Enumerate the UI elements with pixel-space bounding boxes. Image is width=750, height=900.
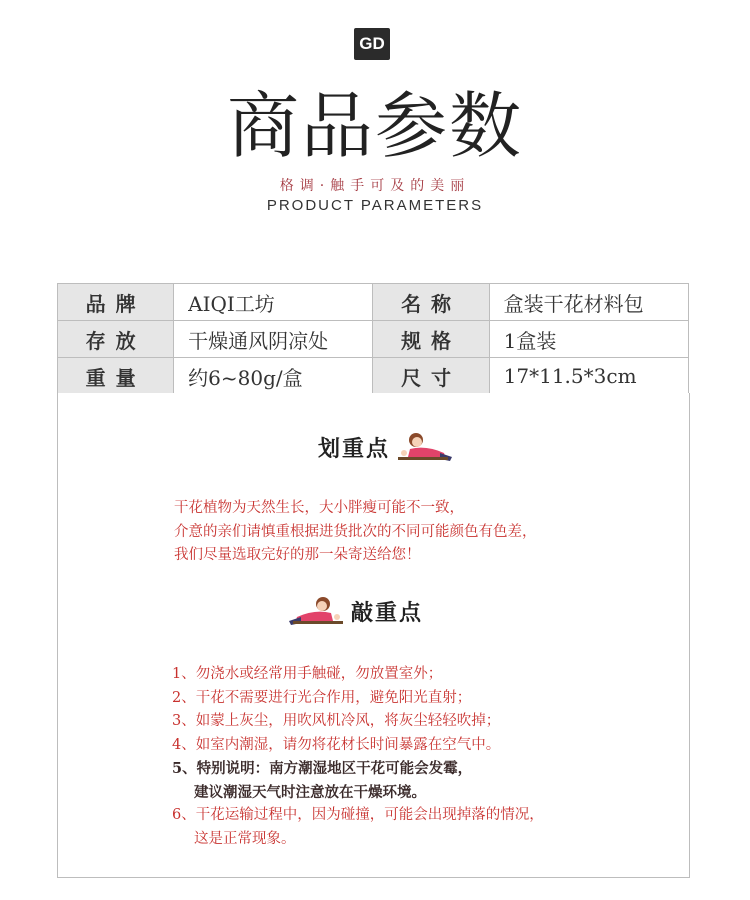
table-row xyxy=(58,358,689,395)
paragraph-line: 我们尽量选取完好的那一朵寄送给您！ xyxy=(174,547,421,563)
list-item: 6、干花运输过程中，因为碰撞，可能会出现掉落的情况， 这是正常现象。 xyxy=(172,807,544,847)
param-value-name: 盒装干花材料包 xyxy=(489,284,688,321)
section-heading-text: 划重点 xyxy=(318,436,391,462)
section-heading-text: 敲重点 xyxy=(351,600,424,626)
list-item-special: 5、特别说明：南方潮湿地区干花可能会发霉， 建议潮湿天气时注意放在干燥环境。 xyxy=(172,760,473,801)
param-key-spec: 规格 xyxy=(373,321,489,358)
param-value-weight: 约6~80g/盒 xyxy=(174,358,373,395)
list-item: 4、如室内潮湿，请勿将花材长时间暴露在空气中。 xyxy=(172,736,501,753)
table-row xyxy=(58,284,689,321)
param-key-size: 尺寸 xyxy=(373,358,489,395)
param-value-brand: AIQI工坊 xyxy=(174,284,373,321)
brand-logo: GD xyxy=(354,28,390,60)
paragraph-line: 介意的亲们请慎重根据进货批次的不同可能颜色有色差， xyxy=(174,523,537,540)
lying-girl-icon xyxy=(396,429,454,465)
param-key-storage: 存放 xyxy=(58,321,174,358)
param-value-size: 17*11.5*3cm xyxy=(489,358,688,395)
notes-box xyxy=(57,393,690,878)
param-value-storage: 干燥通风阴凉处 xyxy=(174,321,373,358)
section-heading-notice xyxy=(287,593,423,629)
lying-girl-icon xyxy=(287,593,345,629)
list-item: 1、勿浇水或经常用手触碰，勿放置室外； xyxy=(172,666,443,682)
param-value-spec: 1盒装 xyxy=(489,321,688,358)
param-key-name: 名称 xyxy=(373,284,489,321)
notice-list xyxy=(172,663,544,851)
parameters-table xyxy=(57,283,689,395)
subtitle-english: PRODUCT PARAMETERS xyxy=(266,197,484,214)
paragraph-line: 干花植物为天然生长，大小胖瘦可能不一致， xyxy=(174,500,464,516)
param-key-brand: 品牌 xyxy=(58,284,174,321)
highlight-paragraph xyxy=(174,497,537,568)
page-title: 商品参数 xyxy=(226,84,523,168)
section-heading-highlight xyxy=(318,429,454,465)
param-key-weight: 重量 xyxy=(58,358,174,395)
table-row xyxy=(58,321,689,358)
list-item: 3、如蒙上灰尘，用吹风机冷风，将灰尘轻轻吹掉； xyxy=(172,713,501,729)
subtitle-chinese: 格调·触手可及的美丽 xyxy=(279,178,471,194)
list-item: 2、干花不需要进行光合作用，避免阳光直射； xyxy=(172,689,472,706)
